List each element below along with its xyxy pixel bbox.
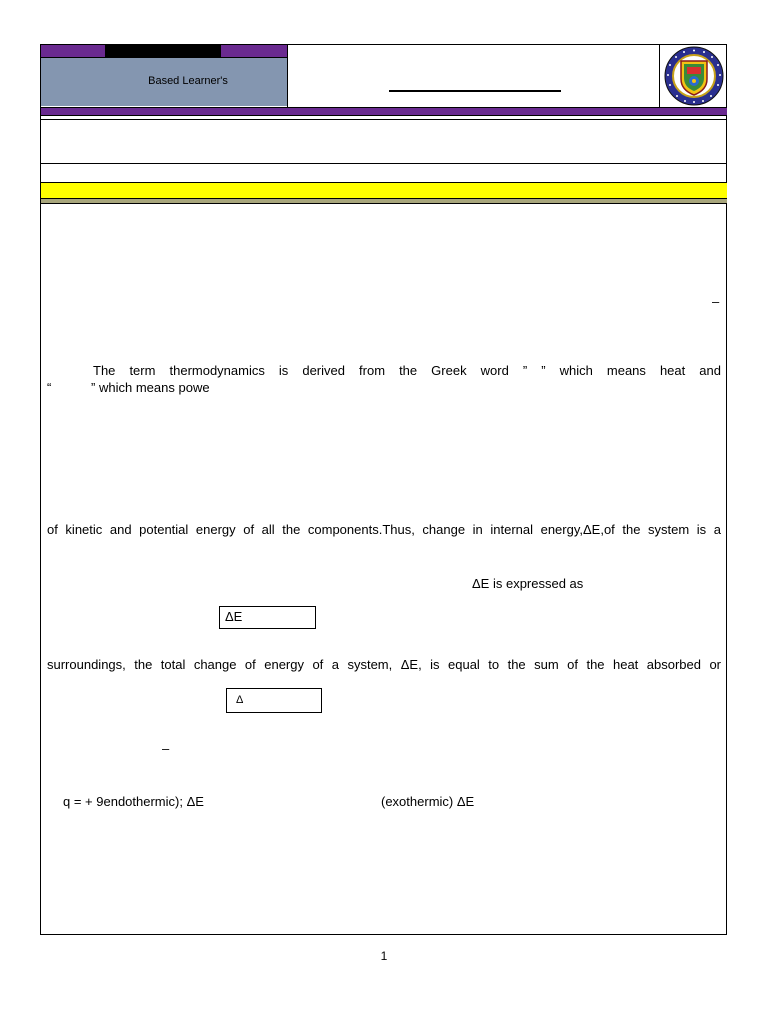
equation-box-1-text: ΔE (225, 609, 243, 624)
olive-band (41, 199, 727, 204)
header-purple-band (41, 107, 727, 116)
q-sign-convention-left: q = + 9endothermic); ΔE (63, 794, 204, 809)
intro-paragraph-line1: The term thermodynamics is derived from the Greek word ” ” which means heat and (93, 363, 721, 378)
header-divider-right (659, 44, 660, 107)
equation-box-1 (219, 606, 316, 629)
row-divider (41, 163, 727, 164)
title-underline (389, 90, 561, 92)
equation-box-2 (226, 688, 322, 713)
equation-box-2-text: Δ (236, 694, 244, 706)
yellow-highlight-band (41, 182, 727, 199)
division-seal-logo (661, 46, 727, 106)
q-sign-convention-right: (exothermic) ΔE (381, 794, 475, 809)
row-divider (41, 119, 727, 120)
page-number: 1 (380, 949, 388, 963)
surroundings-paragraph: surroundings, the total change of energy of a system, ΔE, is equal to the sum of the heat absorbed or (47, 657, 721, 672)
internal-energy-paragraph: of kinetic and potential energy of all the components.Thus, change in internal energy,ΔE,of the system is a (47, 522, 721, 537)
intro-paragraph-line2: “ ” which means powe (47, 380, 210, 395)
dash-mark: – (712, 294, 720, 309)
header-divider-left (287, 44, 288, 107)
expressed-as-text: ΔE is expressed as (472, 576, 584, 591)
dash-mark: – (162, 741, 170, 756)
header-black-bar (105, 45, 221, 57)
header-label: Based Learner's (148, 75, 228, 87)
